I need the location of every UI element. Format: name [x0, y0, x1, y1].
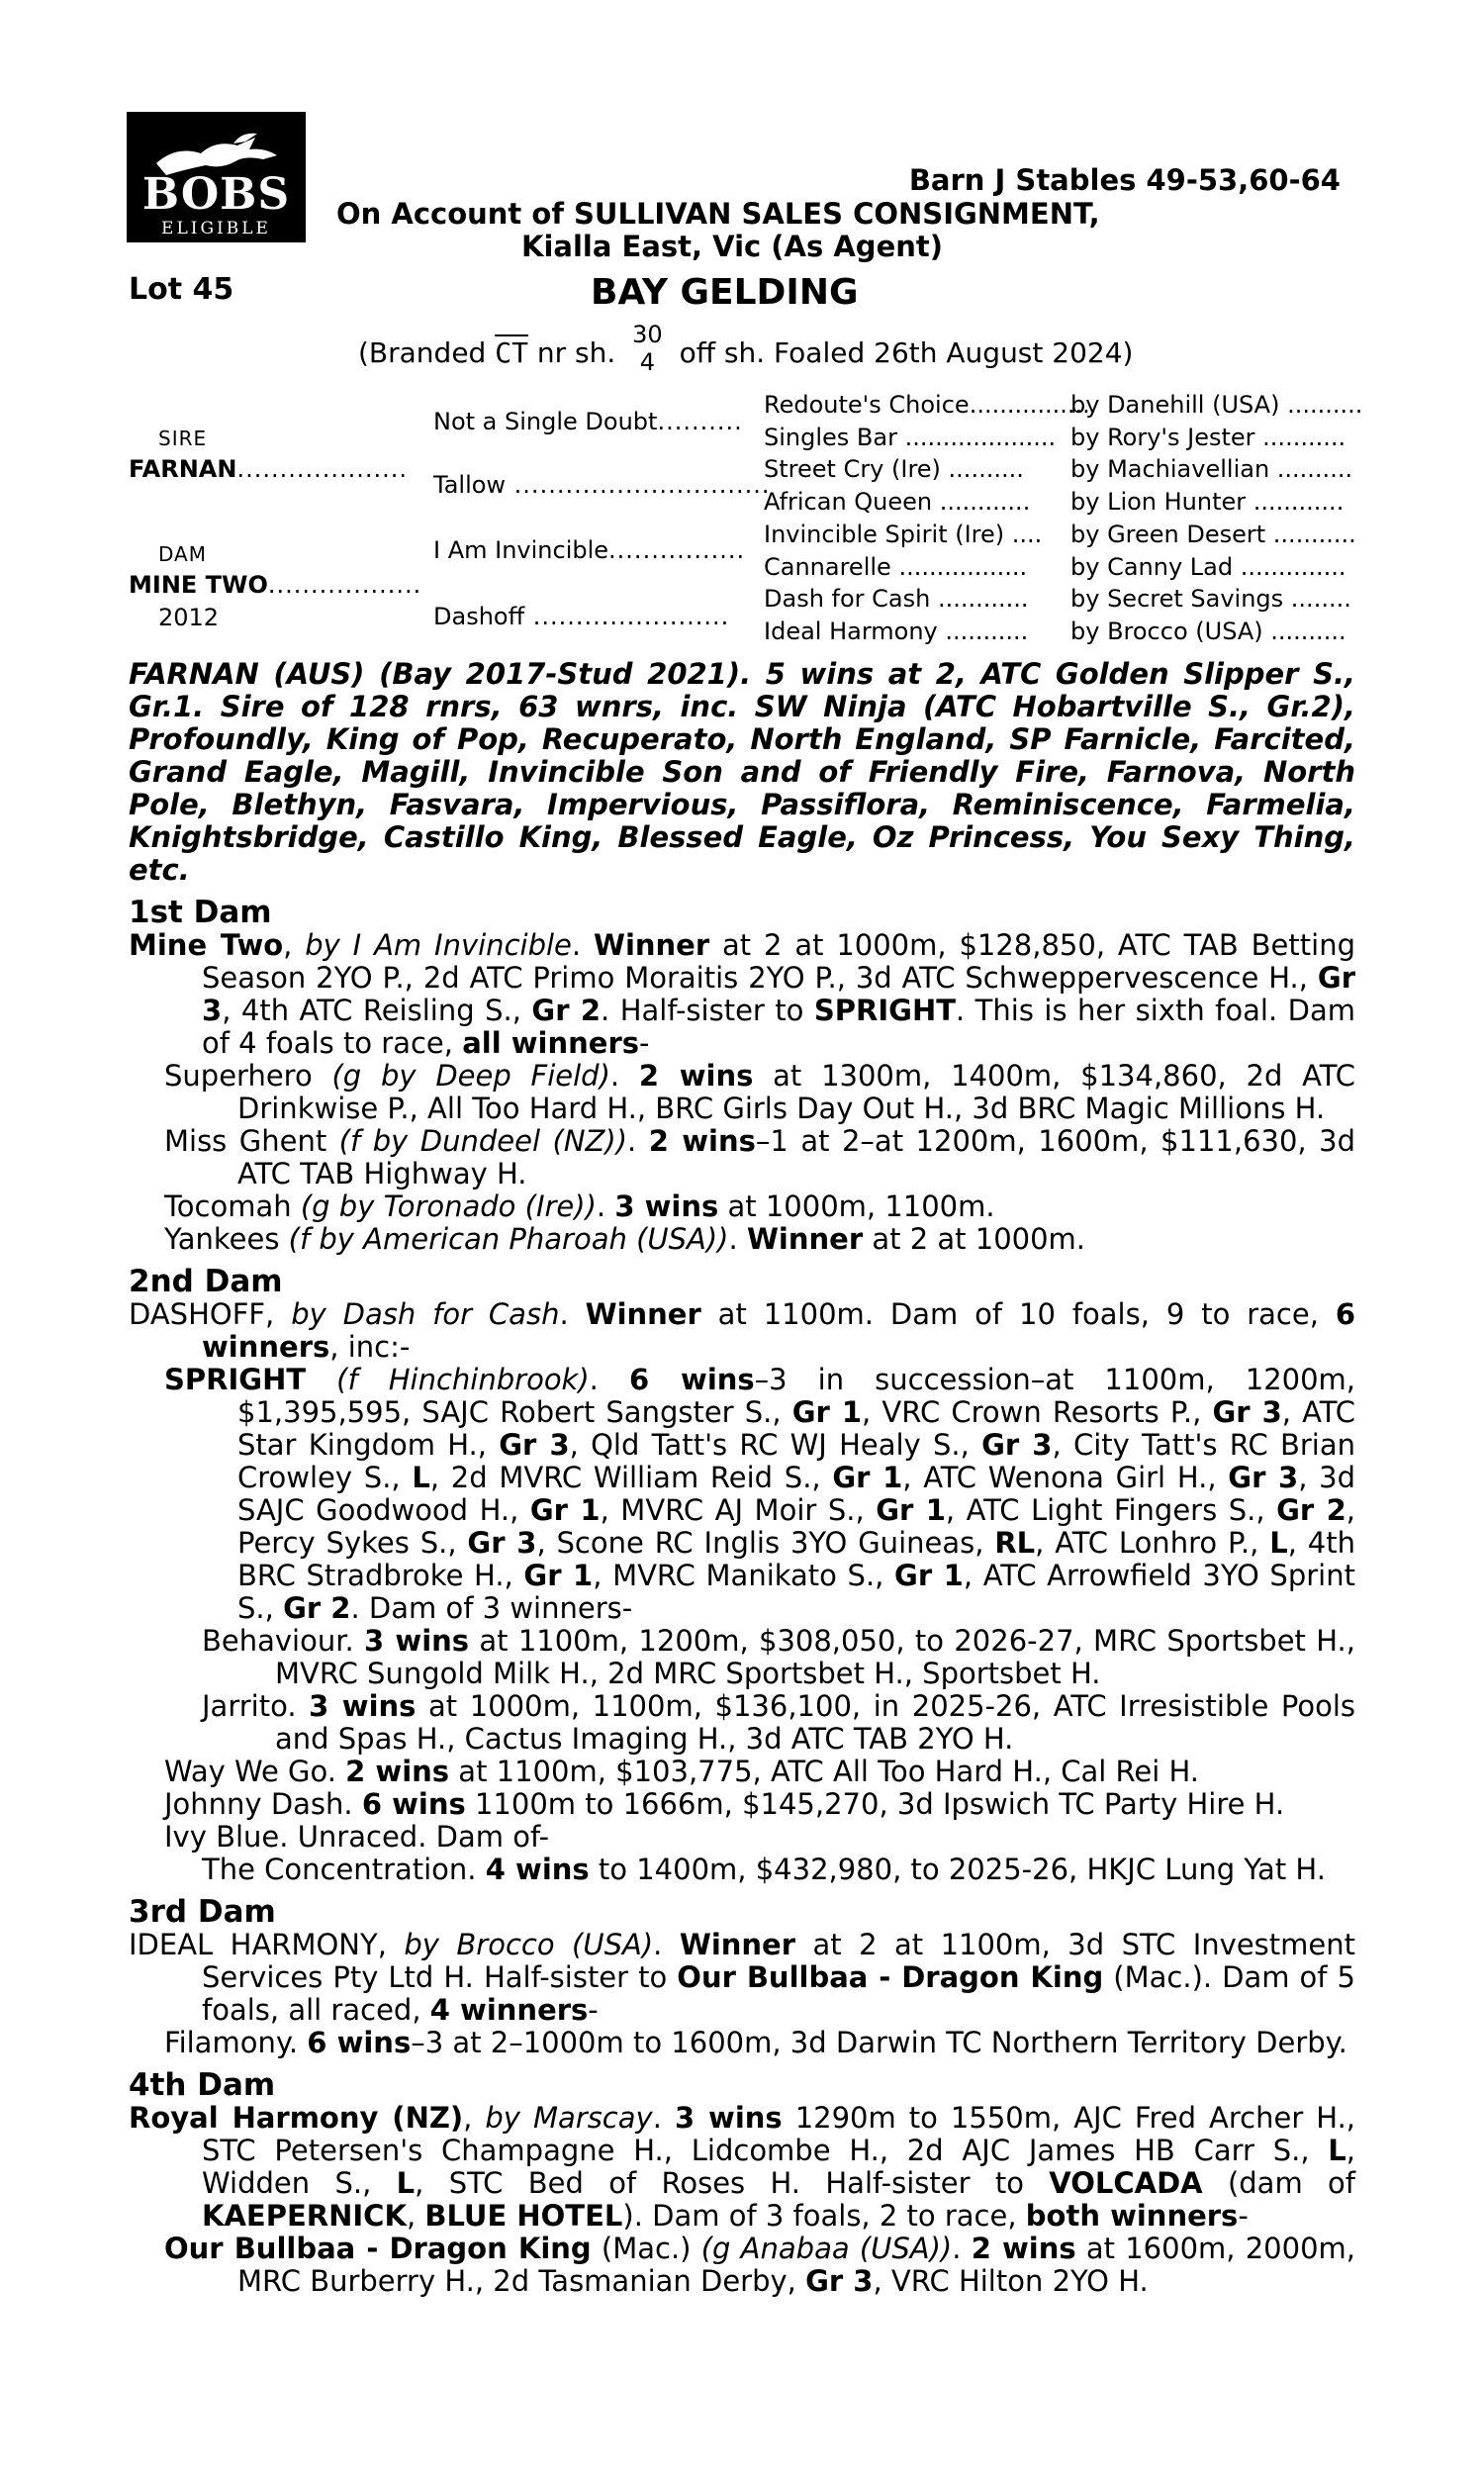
brand-line — [358, 321, 1134, 382]
text-run: , — [463, 2101, 486, 2135]
text-run: Winner — [679, 1928, 796, 1961]
brand-mark: $\overline{CT}$ — [495, 336, 528, 369]
dam-heading: 4th Dam — [129, 2067, 276, 2103]
ancestor-sire: by Secret Savings ........ — [1070, 585, 1351, 614]
text-run: , inc:- — [329, 1330, 411, 1364]
text-run: Winner — [593, 928, 710, 962]
text-run: by I Am Invincible — [305, 928, 572, 962]
pedigree-gen3-row — [764, 389, 1363, 422]
pedigree-gen2-4: Dashoff ....................... — [433, 603, 730, 630]
text-run: Gr 3 — [981, 1428, 1053, 1462]
progeny-entry — [129, 1690, 1355, 1756]
brand-number-top: 30 — [632, 321, 663, 348]
text-run: (dam of — [1202, 2166, 1355, 2200]
pedigree-gen3-row — [764, 551, 1357, 584]
horse-description: BAY GELDING — [591, 272, 859, 313]
text-run: 2 wins — [345, 1755, 450, 1788]
text-run: –3 in succession–at 1100m, 1200m, $1,395,595, SAJC Robert Sangster S., — [237, 1363, 1356, 1429]
text-run: by Brocco (USA) — [404, 1928, 654, 1961]
text-run: at 1100m. Dam of 10 foals, 9 to race, — [700, 1297, 1336, 1331]
text-run: at 1300m, 1400m, $134,860, 2d ATC Drinkwise P., All Too Hard H., BRC Girls Day Out H., 3d BRC Magic Millions H. — [237, 1059, 1356, 1125]
text-run: . This is her sixth foal. Dam of 4 foals to race, — [202, 994, 1355, 1060]
text-run: . Half-sister to — [601, 994, 814, 1027]
text-run: SPRIGHT — [164, 1363, 307, 1396]
text-run: , — [283, 928, 306, 962]
progeny-entry — [129, 2027, 1355, 2059]
ancestor-name: Ideal Harmony ........... — [764, 617, 1029, 645]
text-run: Tocomah — [164, 1189, 301, 1223]
text-run: 3 wins — [364, 1624, 470, 1658]
progeny-entry — [129, 1756, 1355, 1788]
text-run: by Dash for Cash — [291, 1297, 560, 1331]
text-run: Gr 1 — [876, 1493, 946, 1527]
text-run: Gr 3 — [467, 1526, 537, 1560]
pedigree-gen2-1: Not a Single Doubt.......... — [433, 408, 743, 435]
text-run: ). Dam of 3 foals, 2 to race, — [622, 2199, 1026, 2233]
text-run: (f by Dundeel (NZ)) — [338, 1124, 628, 1158]
text-run: Johnny Dash. — [164, 1787, 362, 1821]
pedigree-gen3-row — [764, 583, 1357, 616]
text-run: , MVRC Manikato S., — [593, 1559, 895, 1592]
progeny-entry — [129, 1821, 1355, 1854]
text-run: , ATC Lonhro P., — [1035, 1526, 1270, 1560]
text-run: . — [589, 1363, 629, 1396]
text-run: L — [396, 2166, 416, 2200]
text-run: , ATC Star Kingdom H., — [237, 1395, 1356, 1462]
brand-prefix: (Branded — [358, 336, 496, 369]
text-run: Filamony. — [164, 2026, 308, 2059]
text-run: (f by American Pharoah (USA)) — [288, 1222, 729, 1256]
ancestor-sire: by Danehill (USA) .......... — [1070, 391, 1363, 419]
brand-suffix: off sh. Foaled 26th August 2024) — [670, 336, 1134, 369]
text-run: - — [639, 1026, 650, 1060]
text-run: Gr 2 — [1276, 1493, 1346, 1527]
pedigree-gen3-row — [764, 453, 1357, 486]
text-run: Mine Two — [129, 928, 284, 962]
text-run: BLUE HOTEL — [424, 2199, 623, 2233]
text-run: Winner — [585, 1297, 701, 1331]
text-run: Gr 2 — [283, 1591, 351, 1625]
text-run: , ATC Wenona Girl H., — [902, 1461, 1229, 1494]
text-run: Ivy Blue. Unraced. Dam of- — [164, 1820, 550, 1854]
text-run: , ATC Arrowfield 3YO Sprint S., — [237, 1559, 1355, 1625]
progeny-entry — [129, 2233, 1355, 2298]
text-run: 6 winners — [202, 1297, 1356, 1364]
progeny-entry — [129, 1190, 1355, 1223]
progeny-entry — [129, 1125, 1355, 1190]
text-run: Gr 3 — [202, 961, 1355, 1027]
text-run: (g Anabaa (USA)) — [700, 2232, 953, 2265]
pedigree-gen3-row — [764, 616, 1357, 648]
text-run: The Concentration. — [202, 1853, 486, 1886]
progeny-entry — [129, 1788, 1355, 1821]
ancestor-name: Singles Bar .................... — [764, 423, 1057, 451]
text-run: Gr 3 — [1212, 1395, 1282, 1429]
logo-text-bobs: BOBS — [141, 169, 291, 220]
consignor: On Account of SULLIVAN SALES CONSIGNMENT, — [336, 197, 1100, 231]
sire-label: SIRE — [158, 427, 208, 450]
text-run: Winner — [746, 1222, 864, 1256]
text-run: at 1000m, 1100m, $136,100, in 2025-26, ATC Irresistible Pools and Spas H., Cactus Imaging H., 3d ATC TAB 2YO H. — [275, 1689, 1355, 1756]
pedigree-gen3 — [764, 389, 1363, 648]
ancestor-name: Invincible Spirit (Ire) .... — [764, 520, 1043, 548]
text-run: . — [559, 1297, 586, 1331]
dam-entry — [129, 929, 1355, 1060]
text-run: Gr 1 — [529, 1493, 601, 1527]
text-run: , Percy Sykes S., — [237, 1493, 1355, 1560]
text-run: Our Bullbaa - Dragon King — [164, 2232, 592, 2265]
dam-entry — [129, 2102, 1355, 2233]
text-run: RL — [994, 1526, 1036, 1560]
text-run: –3 at 2–1000m to 1600m, 3d Darwin TC Northern Territory Derby. — [411, 2026, 1347, 2059]
text-run: , 4th BRC Stradbroke H., — [237, 1526, 1356, 1592]
text-run: SPRIGHT — [813, 994, 956, 1027]
text-run: (g by Toronado (Ire)) — [300, 1189, 597, 1223]
brand-mid: nr sh. — [527, 336, 625, 369]
dam-foaled-year: 2012 — [158, 604, 220, 631]
progeny-entry — [129, 1364, 1355, 1625]
text-run: VOLCADA — [1049, 2166, 1203, 2200]
lot-number: Lot 45 — [129, 272, 234, 307]
text-run: 4 winners — [429, 1993, 589, 2027]
text-run: at 2 at 1000m, $128,850, ATC TAB Betting Season 2YO P., 2d ATC Primo Moraitis 2YO P., 3d ATC Schweppervescence H., — [202, 928, 1355, 995]
progeny-entry — [129, 1854, 1355, 1886]
dam-heading: 1st Dam — [129, 895, 272, 930]
dam-label: DAM — [158, 542, 207, 566]
text-run: , Scone RC Inglis 3YO Guineas, — [536, 1526, 995, 1560]
text-run: , Widden S., — [202, 2134, 1355, 2200]
text-run: at 1100m, $103,775, ATC All Too Hard H., Cal Rei H. — [449, 1755, 1200, 1788]
text-run: (Mac.) — [591, 2232, 701, 2265]
text-run: Royal Harmony (NZ) — [129, 2101, 464, 2135]
text-run: . — [653, 1928, 680, 1961]
dam-entry — [129, 1929, 1355, 2027]
text-run: , 4th ATC Reisling S., — [222, 994, 532, 1027]
text-run: (Mac.). Dam of 5 foals, all raced, — [202, 1960, 1355, 2027]
text-run: Superhero — [164, 1059, 332, 1093]
text-run: , Qld Tatt's RC WJ Healy S., — [569, 1428, 982, 1462]
dam-sections — [129, 897, 1355, 2298]
text-run: , 2d MVRC William Reid S., — [429, 1461, 833, 1494]
text-run: Behaviour. — [202, 1624, 365, 1658]
text-run: - — [1238, 2199, 1249, 2233]
text-run: Gr 3 — [805, 2264, 874, 2298]
text-run: 2 wins — [971, 2232, 1076, 2265]
text-run — [306, 1363, 336, 1396]
bobs-eligible-logo — [127, 112, 306, 242]
ancestor-sire: by Rory's Jester ........... — [1070, 423, 1346, 451]
text-run: L — [1269, 1526, 1288, 1560]
progeny-entry — [129, 1223, 1355, 1256]
catalogue-body — [129, 658, 1355, 2298]
brand-number-bottom: 4 — [639, 348, 656, 376]
text-run: 6 wins — [628, 1363, 755, 1396]
text-run: , STC Bed of Roses H. Half-sister to — [415, 2166, 1050, 2200]
progeny-entry — [129, 1625, 1355, 1690]
text-run: Jarrito. — [202, 1689, 310, 1723]
pedigree-gen3-row — [764, 486, 1357, 519]
text-run: . — [609, 1059, 639, 1093]
text-run: 3 wins — [614, 1189, 719, 1223]
text-run: Gr 1 — [894, 1559, 964, 1592]
text-run: 1100m to 1666m, $145,270, 3d Ipswich TC Party Hire H. — [465, 1787, 1285, 1821]
text-run: . — [571, 928, 594, 962]
text-run: . Dam of 3 winners- — [350, 1591, 633, 1625]
ancestor-sire: by Machiavellian .......... — [1070, 455, 1353, 484]
text-run: 1290m to 1550m, AJC Fred Archer H., STC Petersen's Champagne H., Lidcombe H., 2d AJC James HB Carr S., — [202, 2101, 1355, 2167]
text-run: at 1600m, 2000m, MRC Burberry H., 2d Tasmanian Derby, — [237, 2232, 1355, 2298]
text-run: Gr 3 — [1228, 1461, 1299, 1494]
text-run: , ATC Light Fingers S., — [945, 1493, 1277, 1527]
text-run: DASHOFF, — [129, 1297, 292, 1331]
text-run: at 1100m, 1200m, $308,050, to 2026-27, MRC Sportsbet H., MVRC Sungold Milk H., 2d MRC Sportsbet H., Sportsbet H. — [275, 1624, 1355, 1690]
pedigree-gen3-row — [764, 519, 1357, 551]
barn-location: Barn J Stables 49-53,60-64 — [908, 163, 1341, 197]
text-run: L — [412, 1461, 430, 1494]
text-run: . — [596, 1189, 615, 1223]
text-run: (f Hinchinbrook) — [336, 1363, 590, 1396]
text-run: 4 wins — [485, 1853, 590, 1886]
text-run: 6 wins — [361, 1787, 466, 1821]
text-run: KAEPERNICK — [202, 2199, 407, 2233]
text-run: Way We Go. — [164, 1755, 346, 1788]
text-run: at 2 at 1100m, 3d STC Investment Services Pty Ltd H. Half-sister to — [202, 1928, 1355, 1994]
text-run: , City Tatt's RC Brian Crowley S., — [237, 1428, 1356, 1494]
ancestor-name: African Queen ............ — [764, 488, 1031, 517]
dam-heading: 2nd Dam — [129, 1264, 283, 1299]
text-run: . — [728, 1222, 747, 1256]
consignor-location: Kialla East, Vic (As Agent) — [521, 230, 943, 263]
ancestor-name: Redoute's Choice................ — [764, 391, 1090, 419]
dam-name: MINE TWO.................. — [129, 571, 422, 599]
text-run: 3 wins — [674, 2101, 783, 2135]
text-run: –1 at 2–at 1200m, 1600m, $111,630, 3d ATC TAB Highway H. — [237, 1124, 1355, 1190]
dam-heading: 3rd Dam — [129, 1894, 276, 1930]
text-run: Our Bullbaa - Dragon King — [677, 1960, 1104, 1994]
progeny-entry — [129, 1060, 1355, 1125]
text-run: (g by Deep Field) — [331, 1059, 610, 1093]
text-run: , — [406, 2199, 425, 2233]
pedigree-gen2-2: Tallow .............................. — [433, 471, 771, 499]
text-run: IDEAL HARMONY, — [129, 1928, 405, 1961]
text-run: , VRC Crown Resorts P., — [862, 1395, 1213, 1429]
sire-summary: FARNAN (AUS) (Bay 2017-Stud 2021). 5 wins at 2, ATC Golden Slipper S., Gr.1. Sire of 128 rnrs, 63 wnrs, inc. SW Ninja (ATC Hobartville S., Gr.2), Profoundly, King of Pop, Recuperato, North England, SP Farnicle, Farcited, Grand Eagle, Magill, Invincible Son and of Friendly Fire, Farnova, North Pole, Blethyn, Fasvara, Impervious, Passiflora, Reminiscence, Farmelia, Knightsbridge, Castillo King, Blessed Eagle, Oz Princess, You Sexy Thing, etc. — [129, 657, 1355, 887]
ancestor-sire: by Lion Hunter ............ — [1070, 488, 1345, 517]
text-run: both winners — [1025, 2199, 1239, 2233]
text-run: by Marscay — [485, 2101, 653, 2135]
text-run: at 2 at 1000m. — [863, 1222, 1086, 1256]
brand-number — [632, 321, 663, 376]
ancestor-name: Dash for Cash ............ — [764, 585, 1029, 614]
ancestor-name: Cannarelle ................. — [764, 552, 1028, 581]
ancestor-sire: by Green Desert ........... — [1070, 520, 1356, 548]
text-run: Gr 1 — [791, 1395, 863, 1429]
text-run: Gr 2 — [531, 994, 602, 1027]
text-run: . — [652, 2101, 675, 2135]
text-run: Gr 3 — [499, 1428, 570, 1462]
text-run: 3 wins — [309, 1689, 417, 1723]
logo-text-eligible: ELIGIBLE — [161, 219, 271, 238]
text-run: . — [952, 2232, 972, 2265]
pedigree-gen2-3: I Am Invincible................ — [433, 536, 746, 564]
text-run: L — [1328, 2134, 1346, 2167]
text-run: 2 wins — [638, 1059, 754, 1093]
ancestor-sire: by Brocco (USA) .......... — [1070, 617, 1346, 645]
ancestor-sire: by Canny Lad .............. — [1070, 552, 1346, 581]
text-run: , VRC Hilton 2YO H. — [873, 2264, 1149, 2298]
ancestor-name: Street Cry (Ire) .......... — [764, 455, 1024, 484]
text-run: at 1000m, 1100m. — [718, 1189, 995, 1223]
text-run: , 3d SAJC Goodwood H., — [237, 1461, 1355, 1527]
sire-name: FARNAN.................... — [129, 455, 409, 483]
pedigree-gen3-row — [764, 422, 1357, 454]
text-run: Gr 1 — [523, 1559, 594, 1592]
text-run: Gr 1 — [832, 1461, 903, 1494]
text-run: , MVRC AJ Moir S., — [600, 1493, 877, 1527]
text-run: 2 wins — [648, 1124, 756, 1158]
text-run: to 1400m, $432,980, to 2025-26, HKJC Lung Yat H. — [589, 1853, 1326, 1886]
text-run: Miss Ghent — [164, 1124, 339, 1158]
text-run: - — [588, 1993, 599, 2027]
text-run: 6 wins — [307, 2026, 412, 2059]
dam-entry — [129, 1298, 1355, 1364]
text-run: . — [627, 1124, 649, 1158]
text-run: all winners — [462, 1026, 640, 1060]
text-run: Yankees — [164, 1222, 289, 1256]
